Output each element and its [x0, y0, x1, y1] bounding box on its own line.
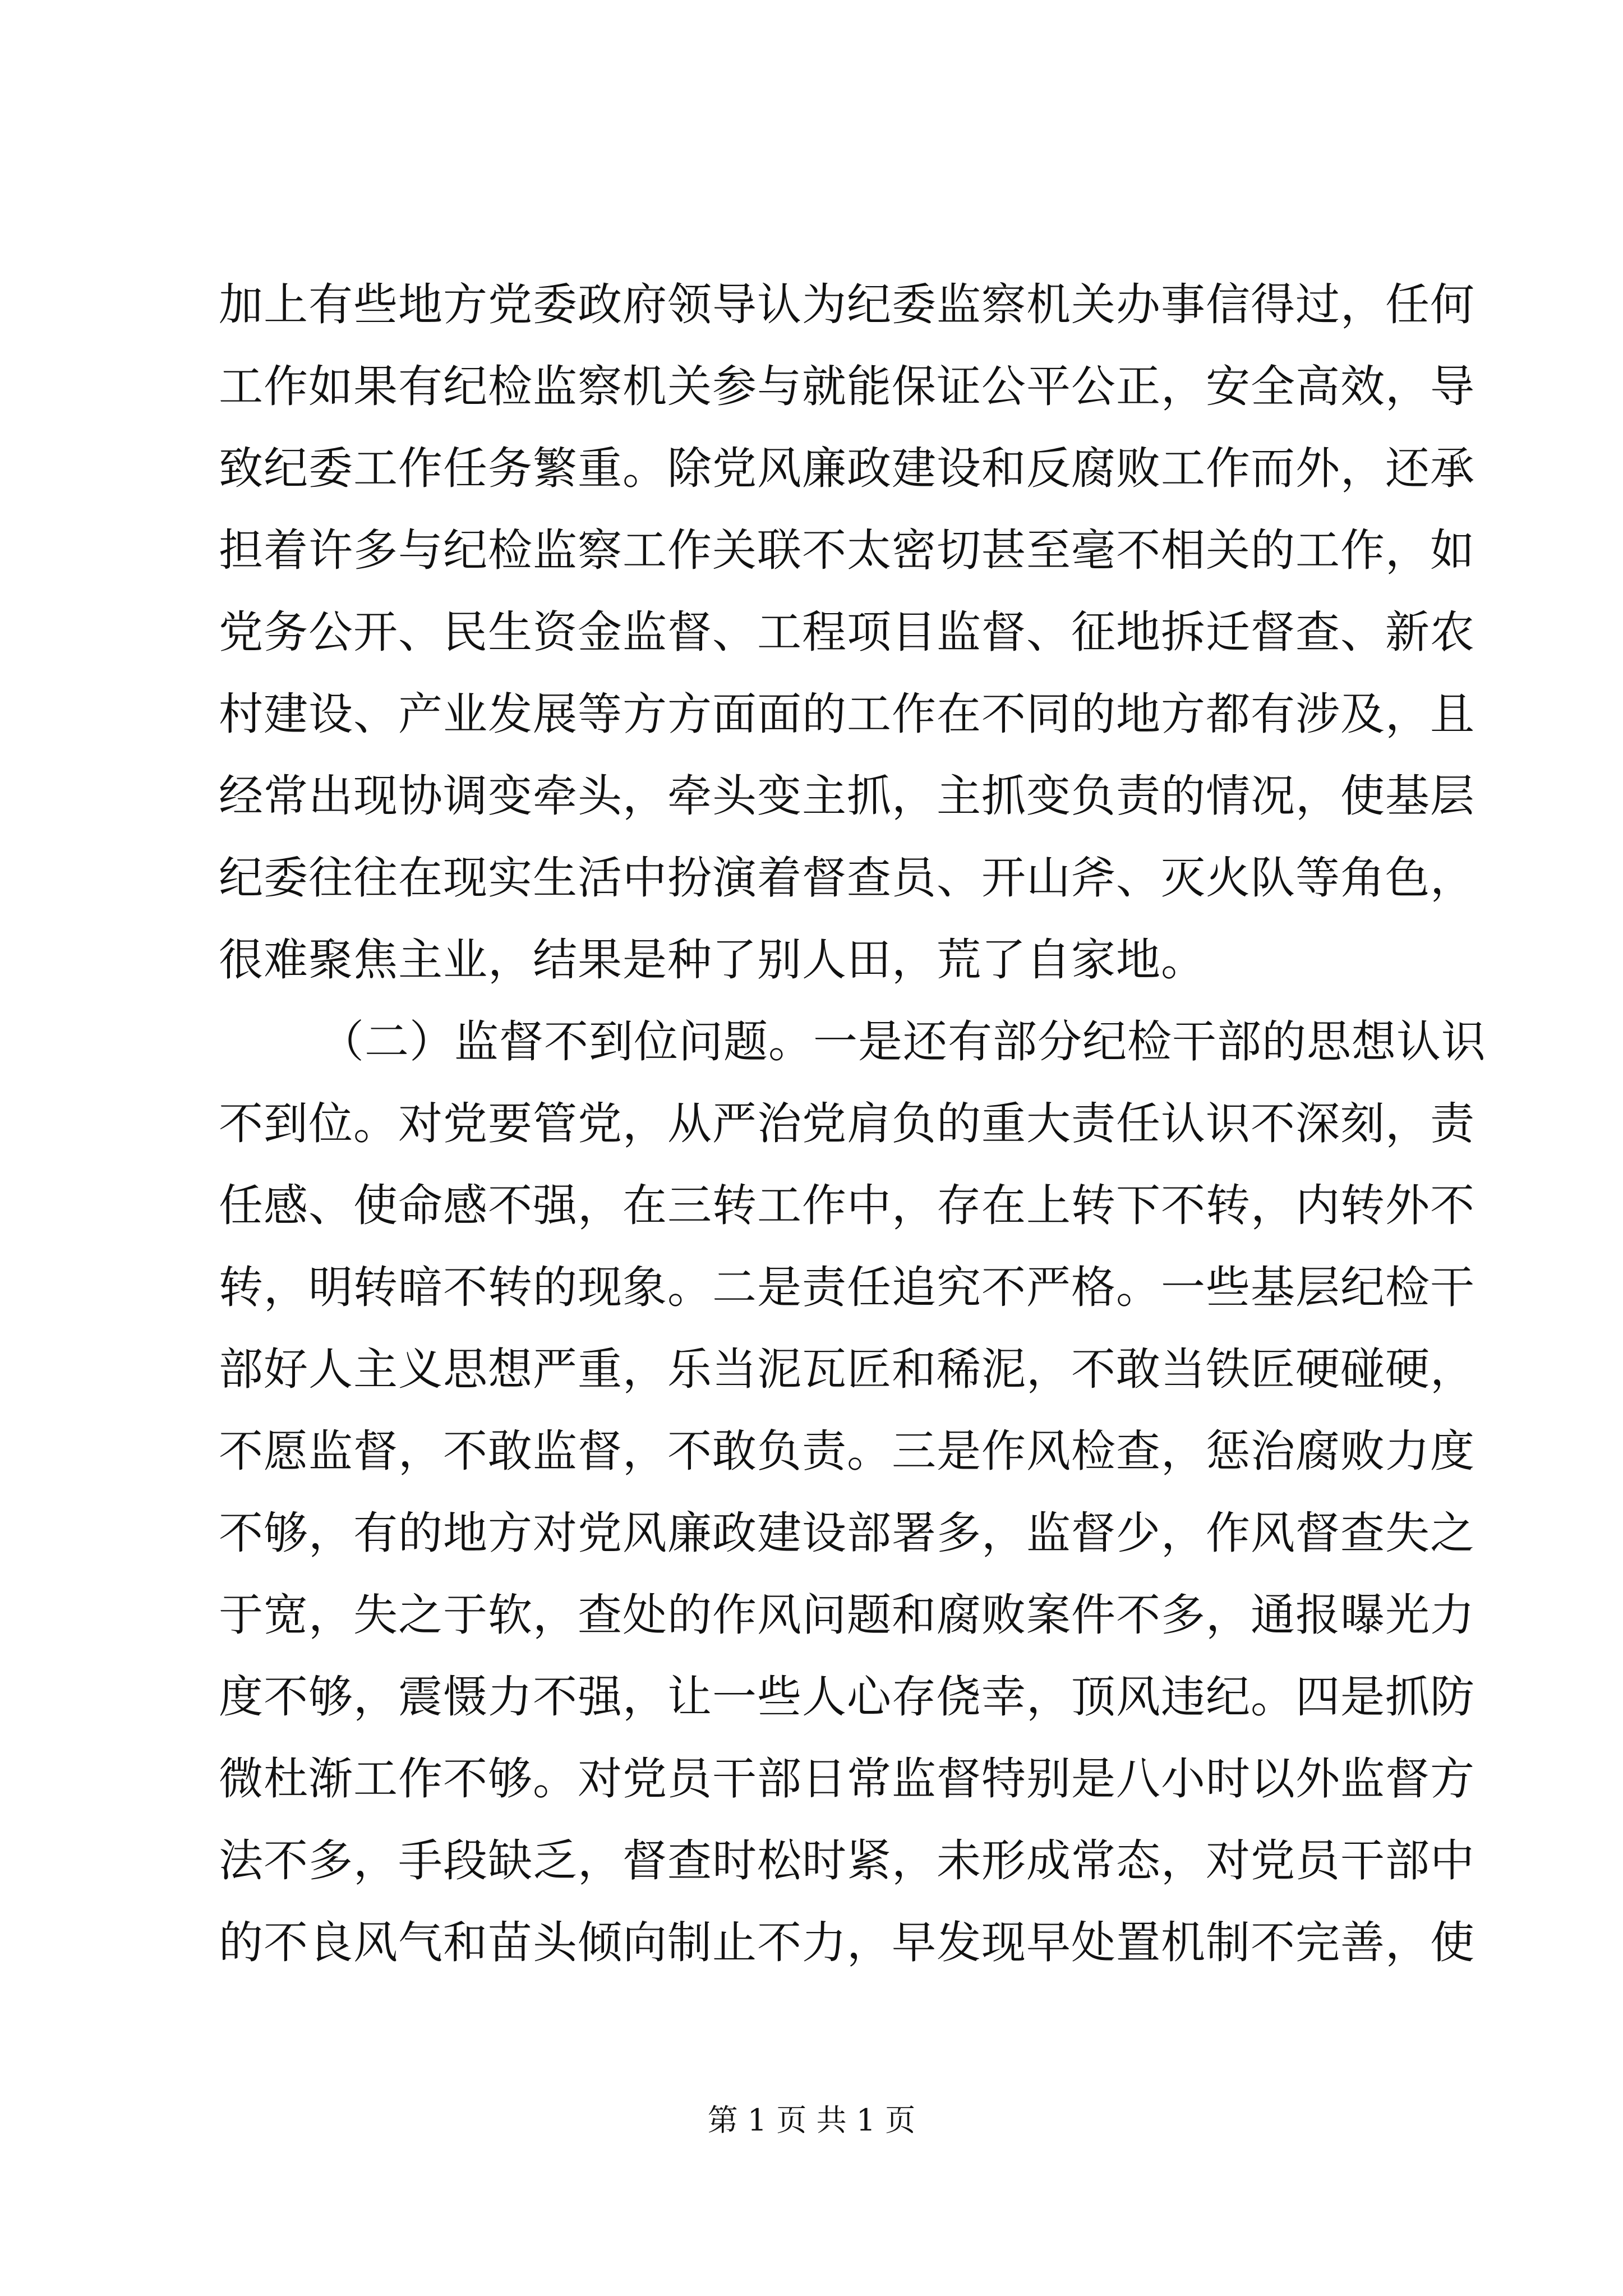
text-line: 很难聚焦主业，结果是种了别人田，荒了自家地。 — [219, 934, 1206, 986]
text-line: 经常出现协调变牵头，牵头变主抓，主抓变负责的情况，使基层 — [219, 770, 1475, 822]
text-line: 致纪委工作任务繁重。除党风廉政建设和反腐败工作而外，还承 — [219, 443, 1475, 494]
text-line: 纪委往往在现实生活中扮演着督查员、开山斧、灭火队等角色， — [219, 852, 1475, 904]
paragraph-1 — [219, 264, 1475, 1001]
text-line: 于宽，失之于软，查处的作风问题和腐败案件不多，通报曝光力 — [219, 1589, 1475, 1641]
text-line: 党务公开、民生资金监督、工程项目监督、征地拆迁督查、新农 — [219, 606, 1475, 658]
text-line: 任感、使命感不强，在三转工作中，存在上转下不转，内转外不 — [219, 1180, 1475, 1231]
text-line: 转，明转暗不转的现象。二是责任追究不严格。一些基层纪检干 — [219, 1262, 1475, 1313]
text-line: 不够，有的地方对党风廉政建设部署多，监督少，作风督查失之 — [219, 1507, 1475, 1559]
text-line: 微杜渐工作不够。对党员干部日常监督特别是八小时以外监督方 — [219, 1753, 1475, 1805]
text-line: （二）监督不到位问题。一是还有部分纪检干部的思想认识 — [320, 1016, 1486, 1068]
body-text — [219, 264, 1486, 1984]
text-line: 担着许多与纪检监察工作关联不太密切甚至毫不相关的工作，如 — [219, 524, 1475, 576]
text-line: 工作如果有纪检监察机关参与就能保证公平公正，安全高效，导 — [219, 361, 1475, 412]
text-line: 不愿监督，不敢监督，不敢负责。三是作风检查，惩治腐败力度 — [219, 1425, 1475, 1477]
page-footer — [0, 2098, 1623, 2143]
text-line: 度不够，震慑力不强，让一些人心存侥幸，顶风违纪。四是抓防 — [219, 1671, 1475, 1723]
page-number-label: 第 1 页 共 1 页 — [707, 2102, 916, 2138]
text-line: 的不良风气和苗头倾向制止不力，早发现早处置机制不完善，使 — [219, 1917, 1475, 1968]
text-line: 加上有些地方党委政府领导认为纪委监察机关办事信得过，任何 — [219, 279, 1475, 330]
text-line: 法不多，手段缺乏，督查时松时紧，未形成常态，对党员干部中 — [219, 1835, 1475, 1887]
paragraph-2 — [219, 1001, 1486, 1984]
text-line: 村建设、产业发展等方方面面的工作在不同的地方都有涉及，且 — [219, 688, 1475, 740]
text-line: 部好人主义思想严重，乐当泥瓦匠和稀泥，不敢当铁匠硬碰硬， — [219, 1343, 1475, 1395]
text-line: 不到位。对党要管党，从严治党肩负的重大责任认识不深刻，责 — [219, 1098, 1475, 1149]
